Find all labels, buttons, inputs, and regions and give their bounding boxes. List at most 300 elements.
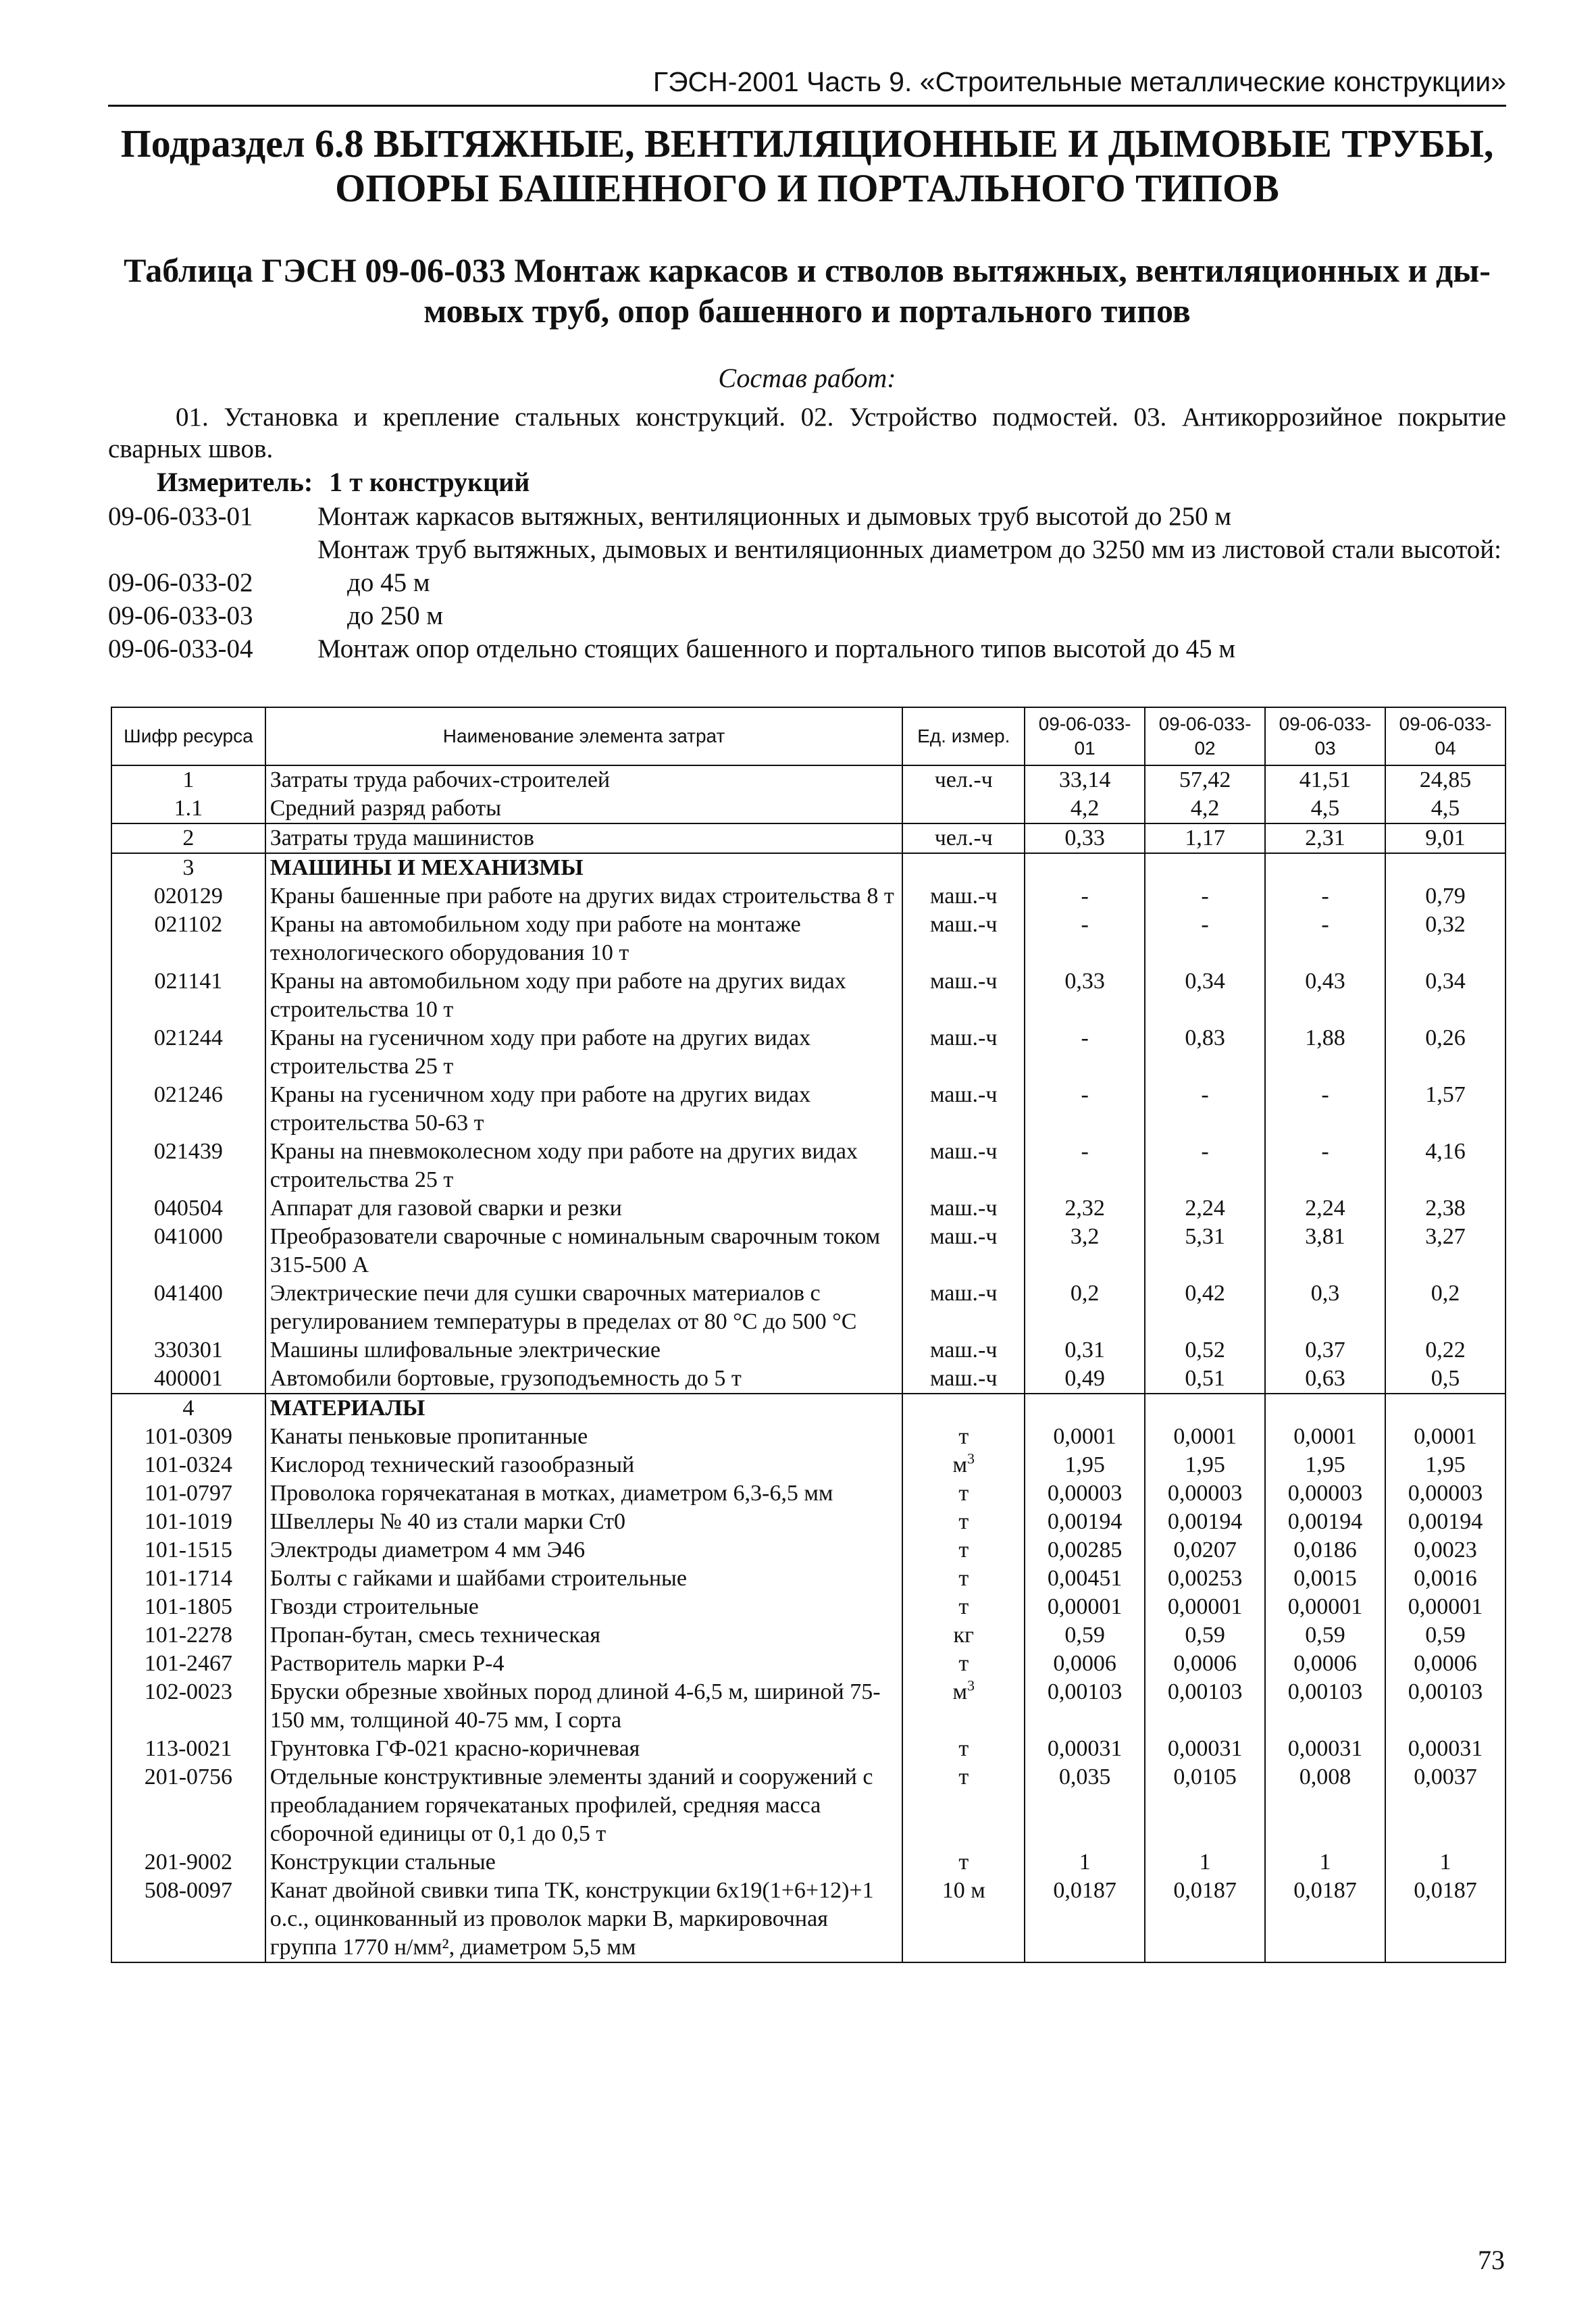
resource-name: Электроды диаметром 4 мм Э46	[265, 1536, 903, 1565]
norm-value-text: -	[1081, 1082, 1089, 1107]
resource-unit-text: чел.-ч	[934, 767, 993, 792]
resource-code: 3	[111, 853, 265, 882]
norm-code-id: 09-06-033-04	[108, 634, 253, 663]
norm-value-text: -	[1201, 1139, 1209, 1164]
norm-value	[1265, 1536, 1385, 1565]
table-row	[111, 1479, 1505, 1508]
norm-value	[1145, 1279, 1265, 1336]
resource-unit	[902, 1735, 1025, 1763]
norm-value	[1025, 1024, 1145, 1081]
norm-value-text: 1,95	[1185, 1452, 1225, 1477]
norm-value	[1145, 1536, 1265, 1565]
measure-value: 1 т конструкций	[329, 467, 530, 497]
norm-value	[1145, 1593, 1265, 1621]
resource-code: 101-0309	[111, 1423, 265, 1451]
norm-value	[1265, 853, 1385, 882]
norm-value-text: 0,31	[1064, 1338, 1105, 1363]
norm-value-text: -	[1081, 912, 1089, 937]
norm-value	[1025, 1593, 1145, 1621]
resource-code: 020129	[111, 882, 265, 911]
resource-unit	[902, 1508, 1025, 1536]
section-title	[108, 122, 1506, 211]
header-col-3: 09-06-033-03	[1265, 707, 1385, 765]
norm-value	[1145, 1735, 1265, 1763]
resource-unit-text: маш.-ч	[930, 1139, 998, 1164]
resource-unit	[902, 1223, 1025, 1279]
resource-unit	[902, 882, 1025, 911]
resource-unit	[902, 1194, 1025, 1223]
norm-value-text: 2,24	[1185, 1196, 1225, 1221]
table-row	[111, 1451, 1505, 1479]
norm-value-text: 0,00194	[1408, 1509, 1483, 1534]
resource-name: Преобразователи сварочные с номинальным сварочным током 315-500 А	[265, 1223, 903, 1279]
resource-unit	[902, 1678, 1025, 1735]
resource-unit	[902, 1365, 1025, 1394]
norm-value	[1025, 1223, 1145, 1279]
norm-value-text: 4,2	[1070, 796, 1100, 821]
norm-value-text: 0,33	[1064, 969, 1105, 994]
norm-value-text: 4,5	[1431, 796, 1460, 821]
norm-value-text: 0,63	[1305, 1366, 1345, 1391]
table-row	[111, 1223, 1505, 1279]
resource-code: 021246	[111, 1081, 265, 1138]
table-row	[111, 1508, 1505, 1536]
norm-value-text: -	[1321, 884, 1329, 909]
norm-value-text: 0,0187	[1173, 1878, 1237, 1903]
norm-value-text: 0,0006	[1293, 1651, 1357, 1676]
header-unit: Ед. измер.	[902, 707, 1025, 765]
norm-value	[1025, 1394, 1145, 1423]
norm-value	[1025, 1735, 1145, 1763]
norm-value	[1385, 1194, 1505, 1223]
norm-value-text: 0,00451	[1047, 1566, 1123, 1591]
norm-value	[1145, 1877, 1265, 1962]
norm-value	[1385, 1365, 1505, 1394]
resource-unit-text: м	[952, 1679, 967, 1704]
composition-title: Состав работ:	[718, 363, 896, 393]
norm-value	[1385, 1279, 1505, 1336]
norm-value	[1145, 1650, 1265, 1678]
table-row	[111, 1279, 1505, 1336]
norm-value	[1265, 1650, 1385, 1678]
resource-code: 021244	[111, 1024, 265, 1081]
resource-unit-text: маш.-ч	[930, 1366, 998, 1391]
norm-value	[1025, 911, 1145, 967]
norm-value	[1145, 853, 1265, 882]
norm-value-text: -	[1321, 1082, 1329, 1107]
resource-unit-text: маш.-ч	[930, 1025, 998, 1050]
resource-unit	[902, 1394, 1025, 1423]
resource-code: 101-1019	[111, 1508, 265, 1536]
norm-value	[1385, 911, 1505, 967]
norm-value	[1385, 1678, 1505, 1735]
norm-value	[1385, 882, 1505, 911]
resource-code: 2	[111, 823, 265, 853]
norm-value-text: 0,00001	[1287, 1594, 1363, 1619]
table-header-row	[111, 707, 1505, 765]
page-number: 73	[1478, 2245, 1505, 2275]
resource-unit-text: маш.-ч	[930, 1281, 998, 1306]
norm-value-text: 5,31	[1185, 1224, 1225, 1249]
norm-value	[1025, 1848, 1145, 1877]
norm-value-text: 0,0187	[1293, 1878, 1357, 1903]
norm-value-text: 1,95	[1305, 1452, 1345, 1477]
norm-code-list	[108, 500, 1506, 665]
norm-value	[1385, 1336, 1505, 1365]
norm-value-text: 0,0186	[1293, 1537, 1357, 1562]
norm-value	[1145, 765, 1265, 794]
resource-unit-text: м	[952, 1452, 967, 1477]
resource-unit	[902, 765, 1025, 794]
norm-value	[1385, 1763, 1505, 1848]
norm-value-text: 0,51	[1185, 1366, 1225, 1391]
norm-value	[1145, 1848, 1265, 1877]
norm-value-text: 0,0006	[1414, 1651, 1477, 1676]
norm-value	[1385, 765, 1505, 794]
table-row	[111, 1593, 1505, 1621]
norm-value-text: -	[1081, 1139, 1089, 1164]
resource-code: 101-0324	[111, 1451, 265, 1479]
norm-value	[1385, 1735, 1505, 1763]
resource-unit	[902, 1024, 1025, 1081]
norm-value-text: 1,17	[1185, 825, 1225, 850]
norm-value-text: 0,43	[1305, 969, 1345, 994]
resource-unit-text: маш.-ч	[930, 1224, 998, 1249]
norm-value	[1025, 1194, 1145, 1223]
norm-value	[1025, 1138, 1145, 1194]
norm-value-text: 0,00003	[1167, 1481, 1243, 1506]
norm-value	[1385, 1877, 1505, 1962]
header-col-1: 09-06-033-01	[1025, 707, 1145, 765]
norm-value	[1385, 1650, 1505, 1678]
resource-unit-text: чел.-ч	[934, 825, 993, 850]
norm-value	[1265, 882, 1385, 911]
norm-value	[1025, 1508, 1145, 1536]
table-row	[111, 1024, 1505, 1081]
resource-name: Канаты пеньковые пропитанные	[265, 1423, 903, 1451]
resource-code: 1	[111, 765, 265, 794]
header-name: Наименование элемента затрат	[265, 707, 903, 765]
norm-value	[1145, 882, 1265, 911]
norm-value	[1385, 1848, 1505, 1877]
resource-code: 1.1	[111, 794, 265, 823]
norm-value-text: 41,51	[1299, 767, 1352, 792]
norm-value-text: 0,00103	[1047, 1679, 1123, 1704]
norm-value-text: 0,3	[1310, 1281, 1340, 1306]
norm-value	[1265, 765, 1385, 794]
norm-value-text: 0,035	[1058, 1764, 1111, 1789]
table-row	[111, 1365, 1505, 1394]
table-row	[111, 1650, 1505, 1678]
resource-unit	[902, 967, 1025, 1024]
norm-value-text: 0,0187	[1053, 1878, 1116, 1903]
norm-value	[1265, 1621, 1385, 1650]
norm-value	[1265, 1763, 1385, 1848]
norm-value	[1385, 1508, 1505, 1536]
norm-value	[1265, 1024, 1385, 1081]
norm-value-text: 0,00253	[1167, 1566, 1243, 1591]
resource-name: Краны на гусеничном ходу при работе на других видах строительства 50-63 т	[265, 1081, 903, 1138]
resource-unit	[902, 1650, 1025, 1678]
unit-superscript: 3	[967, 1450, 975, 1467]
norm-value-text: -	[1081, 884, 1089, 909]
norm-value-text: 24,85	[1419, 767, 1472, 792]
norm-value	[1025, 882, 1145, 911]
norm-code-id	[108, 533, 317, 566]
norm-value-text: 2,32	[1064, 1196, 1105, 1221]
norm-value	[1145, 1365, 1265, 1394]
resource-unit-text: т	[958, 1509, 969, 1534]
norm-value	[1265, 1593, 1385, 1621]
table-row	[111, 823, 1505, 853]
resource-unit-text: т	[958, 1566, 969, 1591]
resource-unit-text: кг	[953, 1623, 974, 1648]
norm-value	[1385, 1593, 1505, 1621]
norm-value-text: 0,00001	[1047, 1594, 1123, 1619]
norm-value-text: 0,34	[1425, 969, 1466, 994]
norm-code-row	[108, 533, 1506, 566]
norm-code-description: до 250 м	[347, 601, 444, 630]
norm-value-text: 0,2	[1070, 1281, 1100, 1306]
norm-code-description: Монтаж труб вытяжных, дымовых и вентиляционных диаметром до 3250 мм из листовой стали высотой:	[317, 535, 1501, 564]
norm-value	[1145, 967, 1265, 1024]
norm-code-id: 09-06-033-01	[108, 502, 253, 531]
norm-value	[1025, 794, 1145, 823]
norm-value	[1385, 1451, 1505, 1479]
table-title-line-1: Таблица ГЭСН 09-06-033 Монтаж каркасов и стволов вытяжных, вентиляционных и ды-	[124, 251, 1491, 289]
table-row	[111, 882, 1505, 911]
norm-value	[1025, 1678, 1145, 1735]
norm-value	[1265, 1451, 1385, 1479]
table-row	[111, 1081, 1505, 1138]
resource-unit	[902, 794, 1025, 823]
resource-name: Отдельные конструктивные элементы зданий и сооружений с преобладанием горячекатаных профилей, средняя масса сборочной единицы от 0,1 до 0,5 т	[265, 1763, 903, 1848]
header-col-4: 09-06-033-04	[1385, 707, 1505, 765]
norm-value-text: -	[1321, 1139, 1329, 1164]
norm-value	[1145, 1451, 1265, 1479]
resource-name: Пропан-бутан, смесь техническая	[265, 1621, 903, 1650]
norm-value	[1385, 1536, 1505, 1565]
norm-value	[1025, 1763, 1145, 1848]
norm-value-text: -	[1201, 912, 1209, 937]
norm-value	[1265, 1081, 1385, 1138]
norm-value-text: 0,49	[1064, 1366, 1105, 1391]
table-row	[111, 1138, 1505, 1194]
table-row	[111, 1735, 1505, 1763]
resource-name: Затраты труда рабочих-строителей	[265, 765, 903, 794]
norm-code-row	[108, 599, 1506, 632]
resource-code: 101-1714	[111, 1565, 265, 1593]
resource-name: Краны на пневмоколесном ходу при работе на других видах строительства 25 т	[265, 1138, 903, 1194]
norm-value	[1145, 1336, 1265, 1365]
norm-value-text: 0,83	[1185, 1025, 1225, 1050]
resource-unit-text: маш.-ч	[930, 1338, 998, 1363]
norm-value	[1025, 765, 1145, 794]
norm-value	[1265, 1336, 1385, 1365]
norm-value	[1025, 1479, 1145, 1508]
norm-value	[1025, 1877, 1145, 1962]
norm-value-text: 0,0001	[1053, 1424, 1116, 1449]
norm-value-text: 3,81	[1305, 1224, 1345, 1249]
norm-value	[1025, 1536, 1145, 1565]
resource-code: 330301	[111, 1336, 265, 1365]
norm-value-text: 0,00003	[1047, 1481, 1123, 1506]
norm-value-text: 0,00031	[1287, 1736, 1363, 1761]
table-title-line-2: мовых труб, опор башенного и портального типов	[423, 292, 1191, 330]
norm-value-text: 0,00001	[1167, 1594, 1243, 1619]
resource-unit	[902, 1621, 1025, 1650]
resource-unit	[902, 823, 1025, 853]
norm-value	[1385, 1223, 1505, 1279]
section-title-line-1: Подраздел 6.8 ВЫТЯЖНЫЕ, ВЕНТИЛЯЦИОННЫЕ И ДЫМОВЫЕ ТРУБЫ,	[120, 122, 1494, 166]
norm-value-text: 0,0105	[1173, 1764, 1237, 1789]
norm-value	[1025, 1336, 1145, 1365]
norm-value-text: 0,59	[1064, 1623, 1105, 1648]
header-col-2: 09-06-033-02	[1145, 707, 1265, 765]
resource-code: 101-0797	[111, 1479, 265, 1508]
table-title	[108, 250, 1506, 331]
norm-value	[1025, 1279, 1145, 1336]
norm-value	[1145, 1223, 1265, 1279]
norm-value	[1385, 1423, 1505, 1451]
resource-unit-text: т	[958, 1736, 969, 1761]
norm-value	[1145, 1479, 1265, 1508]
resource-code: 021141	[111, 967, 265, 1024]
norm-value-text: 0,0187	[1414, 1878, 1477, 1903]
norm-value	[1145, 1678, 1265, 1735]
norm-value-text: -	[1201, 1082, 1209, 1107]
resource-unit	[902, 1138, 1025, 1194]
table-row	[111, 794, 1505, 823]
norm-value	[1265, 911, 1385, 967]
resource-code: 102-0023	[111, 1678, 265, 1735]
resource-unit-text: т	[958, 1537, 969, 1562]
norm-value-text: 0,52	[1185, 1338, 1225, 1363]
resource-name: Проволока горячекатаная в мотках, диаметром 6,3-6,5 мм	[265, 1479, 903, 1508]
norm-value-text: 1,95	[1064, 1452, 1105, 1477]
norm-value	[1265, 1423, 1385, 1451]
table-row	[111, 1848, 1505, 1877]
norm-value-text: 2,31	[1305, 825, 1345, 850]
norm-value	[1385, 1394, 1505, 1423]
norm-value	[1145, 1508, 1265, 1536]
resource-unit	[902, 1877, 1025, 1962]
measure-line	[157, 466, 530, 498]
norm-value-text: 0,00003	[1287, 1481, 1363, 1506]
norm-value	[1265, 1194, 1385, 1223]
norm-value-text: 2,24	[1305, 1196, 1345, 1221]
norm-value-text: 0,26	[1425, 1025, 1466, 1050]
norm-value-text: 1,95	[1425, 1452, 1466, 1477]
table-row	[111, 1565, 1505, 1593]
norm-value	[1385, 1138, 1505, 1194]
resource-name: Швеллеры № 40 из стали марки Ст0	[265, 1508, 903, 1536]
norm-value-text: 0,00103	[1287, 1679, 1363, 1704]
resource-unit	[902, 1479, 1025, 1508]
resource-unit-text: т	[958, 1481, 969, 1506]
resource-name: Болты с гайками и шайбами строительные	[265, 1565, 903, 1593]
norm-value-text: 0,008	[1299, 1764, 1352, 1789]
norm-value	[1145, 1138, 1265, 1194]
norm-value	[1025, 1650, 1145, 1678]
norm-value	[1145, 1081, 1265, 1138]
norm-value-text: -	[1201, 884, 1209, 909]
norm-value	[1385, 1621, 1505, 1650]
header-code: Шифр ресурса	[111, 707, 265, 765]
resource-code: 101-2467	[111, 1650, 265, 1678]
norm-value-text: 1	[1079, 1850, 1091, 1875]
norm-value-text: 0,00103	[1408, 1679, 1483, 1704]
composition-text: 01. Установка и крепление стальных конструкций. 02. Устройство подмостей. 03. Антикоррозийное покрытие сварных швов.	[108, 403, 1506, 463]
norm-value-text: 3,2	[1070, 1224, 1100, 1249]
resource-unit-text: т	[958, 1424, 969, 1449]
norm-value	[1265, 823, 1385, 853]
norm-value	[1265, 1678, 1385, 1735]
norm-value-text: 2,38	[1425, 1196, 1466, 1221]
norm-value	[1385, 1479, 1505, 1508]
norm-value	[1145, 1394, 1265, 1423]
norm-value-text: 0,0016	[1414, 1566, 1477, 1591]
norm-value-text: 0,0207	[1173, 1537, 1237, 1562]
norm-value-text: 0,59	[1185, 1623, 1225, 1648]
resource-name: Автомобили бортовые, грузоподъемность до 5 т	[265, 1365, 903, 1394]
norm-value	[1265, 1877, 1385, 1962]
norm-value-text: 0,0001	[1414, 1424, 1477, 1449]
norm-value-text: 0,59	[1425, 1623, 1466, 1648]
resource-unit	[902, 1763, 1025, 1848]
section-title-line-2: ОПОРЫ БАШЕННОГО И ПОРТАЛЬНОГО ТИПОВ	[335, 166, 1279, 210]
norm-value	[1385, 794, 1505, 823]
norm-value-text: 0,33	[1064, 825, 1105, 850]
resource-name: Бруски обрезные хвойных пород длиной 4-6,5 м, шириной 75-150 мм, толщиной 40-75 мм, I сорта	[265, 1678, 903, 1735]
norm-value-text: 0,2	[1431, 1281, 1460, 1306]
resource-unit-text: маш.-ч	[930, 912, 998, 937]
norm-value	[1385, 967, 1505, 1024]
norm-value	[1145, 1194, 1265, 1223]
resource-name: Растворитель марки Р-4	[265, 1650, 903, 1678]
resource-unit	[902, 911, 1025, 967]
norm-code-id: 09-06-033-03	[108, 601, 253, 630]
norm-value-text: 0,00031	[1047, 1736, 1123, 1761]
table-row	[111, 1621, 1505, 1650]
norm-value-text: 0,0023	[1414, 1537, 1477, 1562]
resource-code: 021439	[111, 1138, 265, 1194]
norm-value	[1265, 794, 1385, 823]
table-row	[111, 1336, 1505, 1365]
table-row	[111, 853, 1505, 882]
norm-value	[1385, 1024, 1505, 1081]
norm-value-text: 1	[1199, 1850, 1211, 1875]
resource-unit	[902, 1848, 1025, 1877]
header-rule	[108, 105, 1506, 107]
resource-name: МАТЕРИАЛЫ	[265, 1394, 903, 1423]
norm-code-description: Монтаж опор отдельно стоящих башенного и портального типов высотой до 45 м	[317, 634, 1236, 663]
resource-unit-text: маш.-ч	[930, 1196, 998, 1221]
norm-value	[1025, 1365, 1145, 1394]
resource-name: МАШИНЫ И МЕХАНИЗМЫ	[265, 853, 903, 882]
resource-unit	[902, 1565, 1025, 1593]
table-row	[111, 1394, 1505, 1423]
norm-value-text: 0,00031	[1167, 1736, 1243, 1761]
norm-value-text: 4,5	[1310, 796, 1340, 821]
resource-code: 101-1515	[111, 1536, 265, 1565]
norm-value-text: 0,00194	[1047, 1509, 1123, 1534]
norm-value-text: 0,32	[1425, 912, 1466, 937]
norm-code-description: до 45 м	[347, 568, 430, 597]
table-row	[111, 1194, 1505, 1223]
resource-name: Машины шлифовальные электрические	[265, 1336, 903, 1365]
unit-superscript: 3	[967, 1677, 975, 1694]
